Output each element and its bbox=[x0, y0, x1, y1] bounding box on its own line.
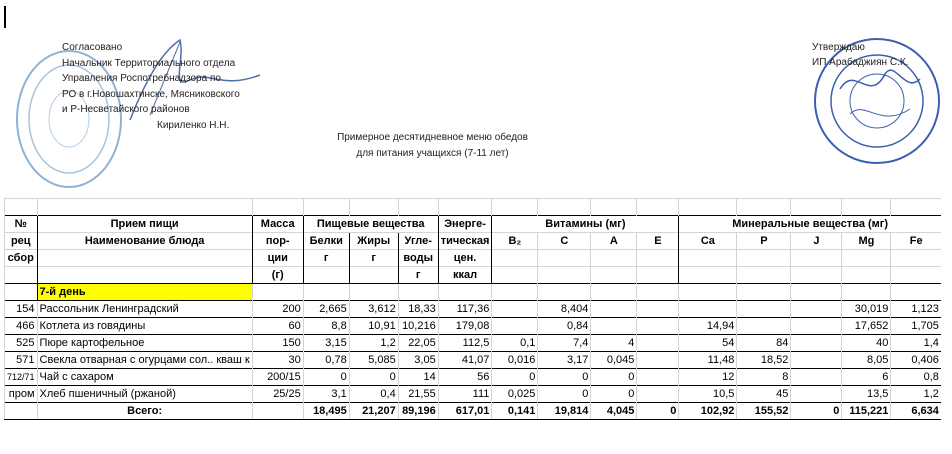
cell-ca: 10,5 bbox=[679, 386, 737, 403]
total-cell: 0,141 bbox=[492, 403, 538, 420]
cell-j bbox=[791, 386, 842, 403]
header-cell: E bbox=[637, 233, 679, 250]
approval-block-right bbox=[812, 40, 908, 70]
cell-carb: 3,05 bbox=[398, 352, 438, 369]
header-cell: P bbox=[737, 233, 791, 250]
total-cell: 115,221 bbox=[842, 403, 891, 420]
cell-fat: 0,4 bbox=[349, 386, 398, 403]
cell-a: 0 bbox=[591, 369, 637, 386]
cell-fe: 1,705 bbox=[891, 318, 941, 335]
header-cell: C bbox=[538, 233, 591, 250]
header-cell: Витамины (мг) bbox=[492, 216, 679, 233]
cell-mg: 40 bbox=[842, 335, 891, 352]
cell-fat: 10,91 bbox=[349, 318, 398, 335]
header-cell: Ca bbox=[679, 233, 737, 250]
total-label: Всего: bbox=[37, 403, 252, 420]
header-cell: рец bbox=[5, 233, 38, 250]
cell-b2 bbox=[492, 301, 538, 318]
cell-mg: 6 bbox=[842, 369, 891, 386]
total-cell: 102,92 bbox=[679, 403, 737, 420]
cell-fat: 3,612 bbox=[349, 301, 398, 318]
cell-mg: 8,05 bbox=[842, 352, 891, 369]
cell-name: Свекла отварная с огурцами сол.. кваш к bbox=[37, 352, 252, 369]
cell-ca: 14,94 bbox=[679, 318, 737, 335]
cell-energy: 112,5 bbox=[438, 335, 492, 352]
cell-mass: 200/15 bbox=[252, 369, 303, 386]
header-row-1 bbox=[5, 216, 941, 233]
header-cell: пор- bbox=[252, 233, 303, 250]
cell-mass: 60 bbox=[252, 318, 303, 335]
cell-prot: 0,78 bbox=[303, 352, 349, 369]
approval-block-left bbox=[62, 40, 240, 133]
header-cell: Mg bbox=[842, 233, 891, 250]
cell-b2: 0,025 bbox=[492, 386, 538, 403]
total-cell: 155,52 bbox=[737, 403, 791, 420]
table-row bbox=[5, 352, 941, 369]
cell-j bbox=[791, 352, 842, 369]
cell-a bbox=[591, 301, 637, 318]
table-row bbox=[5, 386, 941, 403]
table-row bbox=[5, 301, 941, 318]
total-cell: 18,495 bbox=[303, 403, 349, 420]
total-cell: 6,634 bbox=[891, 403, 941, 420]
cell-b2: 0 bbox=[492, 369, 538, 386]
header-cell: A bbox=[591, 233, 637, 250]
cell-b2 bbox=[492, 318, 538, 335]
header-cell: сбор bbox=[5, 250, 38, 267]
header-cell: Угле- bbox=[398, 233, 438, 250]
cell-num: пром bbox=[5, 386, 38, 403]
cell-p bbox=[737, 318, 791, 335]
header-cell: B₂ bbox=[492, 233, 538, 250]
header-cell: г bbox=[303, 250, 349, 267]
total-cell: 0 bbox=[637, 403, 679, 420]
header-cell: г bbox=[349, 250, 398, 267]
cell-num: 712/71 bbox=[5, 369, 38, 386]
cell-name: Хлеб пшеничный (ржаной) bbox=[37, 386, 252, 403]
cell-b2: 0,1 bbox=[492, 335, 538, 352]
cell-energy: 111 bbox=[438, 386, 492, 403]
cell-name: Пюре картофельное bbox=[37, 335, 252, 352]
total-cell: 19,814 bbox=[538, 403, 591, 420]
cell-fe: 1,2 bbox=[891, 386, 941, 403]
cell-c: 0 bbox=[538, 386, 591, 403]
header-row-4 bbox=[5, 267, 941, 284]
header-cell: J bbox=[791, 233, 842, 250]
cell-e bbox=[637, 301, 679, 318]
cell-prot: 8,8 bbox=[303, 318, 349, 335]
title-line: Примерное десятидневное меню обедов bbox=[337, 132, 528, 143]
cell-a: 4 bbox=[591, 335, 637, 352]
header-cell: Прием пищи bbox=[37, 216, 252, 233]
cell-a: 0 bbox=[591, 386, 637, 403]
cell-j bbox=[791, 335, 842, 352]
cell-p: 84 bbox=[737, 335, 791, 352]
table-row bbox=[5, 369, 941, 386]
cell-carb: 18,33 bbox=[398, 301, 438, 318]
header-cell: Жиры bbox=[349, 233, 398, 250]
approval-label: Утверждаю bbox=[812, 42, 865, 53]
cell-p: 8 bbox=[737, 369, 791, 386]
total-row bbox=[5, 403, 941, 420]
header-cell: (г) bbox=[252, 267, 303, 284]
approval-line: Управления Роспотребнадзора по bbox=[62, 73, 221, 84]
day-label: 7-й день bbox=[37, 284, 252, 301]
cell-energy: 41,07 bbox=[438, 352, 492, 369]
cell-mass: 150 bbox=[252, 335, 303, 352]
cell-prot: 2,665 bbox=[303, 301, 349, 318]
cell-fe: 1,4 bbox=[891, 335, 941, 352]
cell-mg: 13,5 bbox=[842, 386, 891, 403]
cell-fe: 0,8 bbox=[891, 369, 941, 386]
cell-e bbox=[637, 318, 679, 335]
approval-line: Начальник Территориального отдела bbox=[62, 57, 236, 69]
header-cell: г bbox=[398, 267, 438, 284]
approval-signer: ИП Арабаджиян С.К. bbox=[812, 57, 909, 68]
total-cell: 4,045 bbox=[591, 403, 637, 420]
cell-num: 154 bbox=[5, 301, 38, 318]
header-cell: тическая bbox=[438, 233, 492, 250]
approval-line: Согласовано bbox=[62, 42, 123, 53]
header-cell: ции bbox=[252, 250, 303, 267]
header-row-3 bbox=[5, 250, 941, 267]
cell-mg: 30,019 bbox=[842, 301, 891, 318]
cell-c: 0,84 bbox=[538, 318, 591, 335]
approval-line: и Р-Несветайского районов bbox=[62, 104, 190, 115]
cell-c: 3,17 bbox=[538, 352, 591, 369]
cell-ca: 54 bbox=[679, 335, 737, 352]
cell-e bbox=[637, 352, 679, 369]
header-cell: Энерге- bbox=[438, 216, 492, 233]
cell-p bbox=[737, 301, 791, 318]
header-cell: Наименование блюда bbox=[37, 233, 252, 250]
cell-j bbox=[791, 369, 842, 386]
header-cell: цен. bbox=[438, 250, 492, 267]
cell-ca bbox=[679, 301, 737, 318]
total-cell: 89,196 bbox=[398, 403, 438, 420]
cell-prot: 3,15 bbox=[303, 335, 349, 352]
day-row bbox=[5, 284, 941, 301]
total-cell: 21,207 bbox=[349, 403, 398, 420]
spacer-row bbox=[5, 199, 941, 216]
header-cell: Масса bbox=[252, 216, 303, 233]
cell-num: 466 bbox=[5, 318, 38, 335]
cell-j bbox=[791, 318, 842, 335]
cell-mass: 200 bbox=[252, 301, 303, 318]
menu-table bbox=[4, 198, 941, 420]
cell-carb: 21,55 bbox=[398, 386, 438, 403]
cell-c: 7,4 bbox=[538, 335, 591, 352]
cell-c: 0 bbox=[538, 369, 591, 386]
cell-prot: 3,1 bbox=[303, 386, 349, 403]
cell-mass: 25/25 bbox=[252, 386, 303, 403]
header-cell: Белки bbox=[303, 233, 349, 250]
cell-c: 8,404 bbox=[538, 301, 591, 318]
cell-e bbox=[637, 386, 679, 403]
header-cell: № bbox=[5, 216, 38, 233]
total-cell: 0 bbox=[791, 403, 842, 420]
cell-p: 45 bbox=[737, 386, 791, 403]
cell-carb: 14 bbox=[398, 369, 438, 386]
header-cell: воды bbox=[398, 250, 438, 267]
cell-fat: 1,2 bbox=[349, 335, 398, 352]
table-row bbox=[5, 318, 941, 335]
cell-p: 18,52 bbox=[737, 352, 791, 369]
cell-fe: 1,123 bbox=[891, 301, 941, 318]
total-cell: 617,01 bbox=[438, 403, 492, 420]
cell-b2: 0,016 bbox=[492, 352, 538, 369]
header-cell: Минеральные вещества (мг) bbox=[679, 216, 941, 233]
cell-num: 525 bbox=[5, 335, 38, 352]
approval-line: РО в г.Новошахтинске, Мясниковского bbox=[62, 88, 240, 100]
cell-e bbox=[637, 369, 679, 386]
approval-signer: Кириленко Н.Н. bbox=[157, 119, 230, 131]
cell-name: Котлета из говядины bbox=[37, 318, 252, 335]
text-cursor bbox=[4, 6, 6, 28]
cell-energy: 56 bbox=[438, 369, 492, 386]
cell-energy: 117,36 bbox=[438, 301, 492, 318]
cell-num: 571 bbox=[5, 352, 38, 369]
cell-a bbox=[591, 318, 637, 335]
cell-a: 0,045 bbox=[591, 352, 637, 369]
header-row-2 bbox=[5, 233, 941, 250]
header-cell: Fe bbox=[891, 233, 941, 250]
table-row bbox=[5, 335, 941, 352]
cell-name: Рассольник Ленинградский bbox=[37, 301, 252, 318]
document-title bbox=[0, 130, 860, 162]
cell-mass: 30 bbox=[252, 352, 303, 369]
cell-ca: 11,48 bbox=[679, 352, 737, 369]
cell-name: Чай с сахаром bbox=[37, 369, 252, 386]
header-cell: Пищевые вещества bbox=[303, 216, 438, 233]
cell-fe: 0,406 bbox=[891, 352, 941, 369]
cell-mg: 17,652 bbox=[842, 318, 891, 335]
cell-energy: 179,08 bbox=[438, 318, 492, 335]
header-cell: ккал bbox=[438, 267, 492, 284]
cell-fat: 0 bbox=[349, 369, 398, 386]
title-line: для питания учащихся (7-11 лет) bbox=[356, 148, 509, 159]
cell-ca: 12 bbox=[679, 369, 737, 386]
cell-prot: 0 bbox=[303, 369, 349, 386]
cell-j bbox=[791, 301, 842, 318]
cell-e bbox=[637, 335, 679, 352]
cell-carb: 22,05 bbox=[398, 335, 438, 352]
cell-fat: 5,085 bbox=[349, 352, 398, 369]
cell-carb: 10,216 bbox=[398, 318, 438, 335]
